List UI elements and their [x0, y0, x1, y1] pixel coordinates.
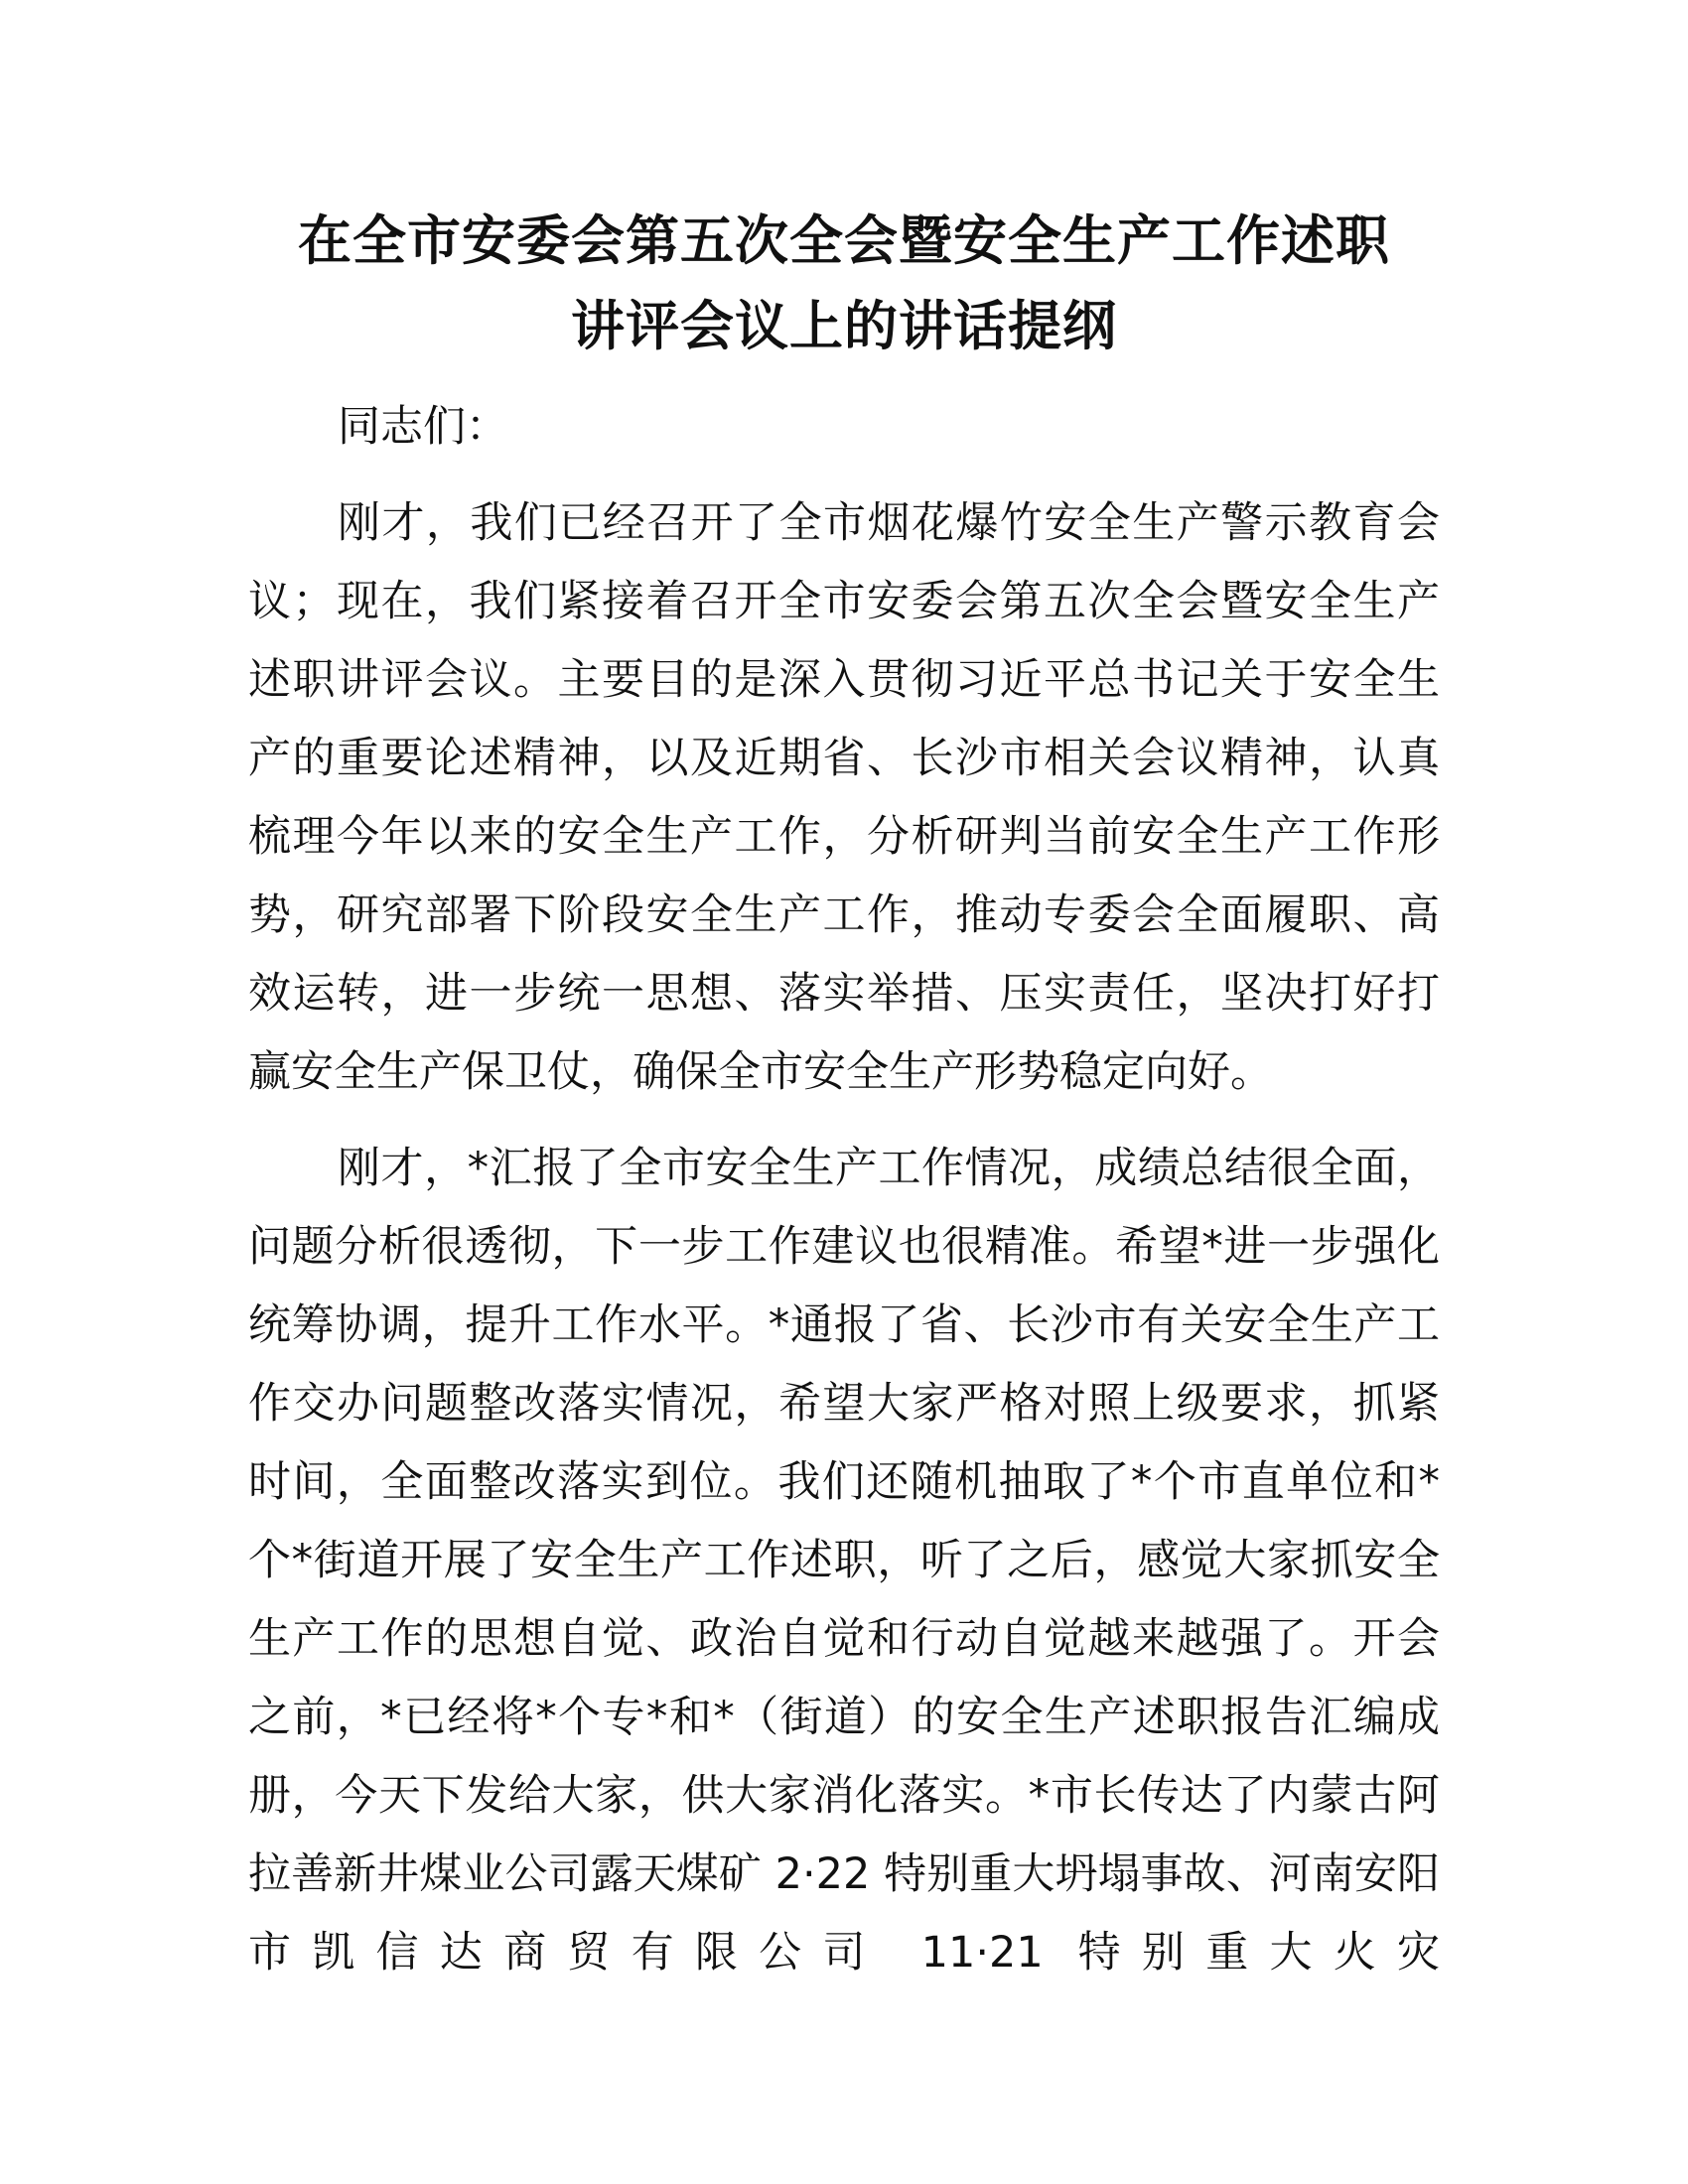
title-line-2: 讲评会议上的讲话提纲	[571, 295, 1117, 357]
document-page	[248, 0, 1440, 2184]
paragraph-2: 刚才，*汇报了全市安全生产工作情况，成绩总结很全面，问题分析很透彻，下一步工作建议也很精准。希望*进一步强化统筹协调，提升工作水平。*通报了省、长沙市有关安全生产工作交办问题整改落实情况，希望大家严格对照上级要求，抓紧时间，全面整改落实到位。我们还随机抽取了*个市直单位和*个*街道开展了安全生产工作述职，听了之后，感觉大家抓安全生产工作的思想自觉、政治自觉和行动自觉越来越强了。开会之前，*已经将*个专*和*（街道）的安全生产述职报告汇编成册，今天下发给大家，供大家消化落实。*市长传达了内蒙古阿拉善新井煤业公司露天煤矿 2·22 特别重大坍塌事故、河南安阳市凯信达商贸有限公司 11·21 特别重大火灾	[248, 1144, 1440, 1978]
greeting: 同志们：	[338, 402, 508, 452]
document-title	[248, 199, 1440, 369]
paragraph-1: 刚才，我们已经召开了全市烟花爆竹安全生产警示教育会议；现在，我们紧接着召开全市安委会第五次全会暨安全生产述职讲评会议。主要目的是深入贯彻习近平总书记关于安全生产的重要论述精神，以及近期省、长沙市相关会议精神，认真梳理今年以来的安全生产工作，分析研判当前安全生产工作形势，研究部署下阶段安全生产工作，推动专委会全面履职、高效运转，进一步统一思想、落实举措、压实责任，坚决打好打赢安全生产保卫仗，确保全市安全生产形势稳定向好。	[248, 498, 1440, 1097]
title-line-1: 在全市安委会第五次全会暨安全生产工作述职	[298, 209, 1390, 272]
